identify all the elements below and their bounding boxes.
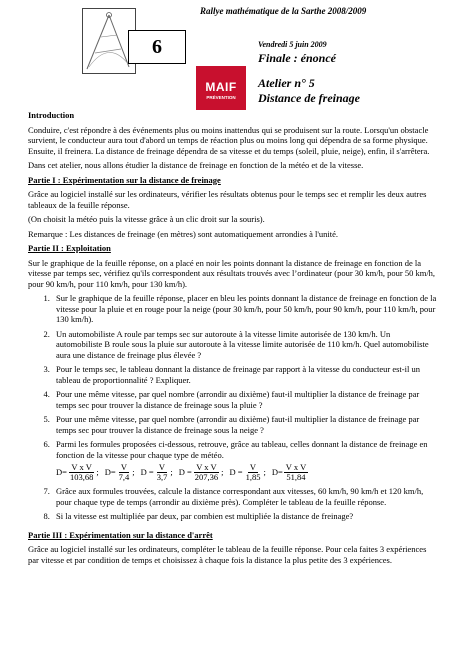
rallye-title: Rallye mathématique de la Sarthe 2008/2009	[200, 6, 367, 16]
maif-logo-sub: PRÉVENTION	[206, 95, 236, 100]
formula: D= $\frac{V}{7,4}$ ;	[104, 462, 135, 482]
question-item: 5. Pour une même vitesse, par quel nombre (arrondir au dixième) faut-il multiplier la distance de freinage par temps sec pour trouver la distance de freinage sous la neige ?	[52, 414, 438, 435]
maif-logo	[196, 66, 246, 110]
formula-list	[56, 463, 438, 482]
event-date: Vendredi 5 juin 2009	[258, 40, 327, 49]
formula: D = $\frac{V}{1,85}$ ;	[229, 462, 266, 482]
question-item: 7. Grâce aux formules trouvées, calcule la distance correspondant aux vitesses, 60 km/h, 90 km/h et 120 km/h, pour chaque type de temps (arrondir au dixième près). Compléter le tableau de la feuille réponse.	[52, 486, 438, 507]
formula: D = $\frac{\text{V x V}}{207,36}$ ;	[178, 462, 224, 482]
finale-title: Finale : énoncé	[258, 51, 336, 65]
question-item: 1. Sur le graphique de la feuille réponse, placer en bleu les points donnant la distance de freinage en fonction de la vitesse pour la pluie et en rouge pour la neige (pour 30 km/h, pour 50 km/h, pour 90 km/h, pour 110 km/h, pour 130 km/h).	[52, 293, 438, 325]
question-item: 2. Un automobiliste A roule par temps sec sur autoroute à la vitesse limite autorisée de 130 km/h. Un automobiliste B roule sous la pluie sur autoroute à la vitesse limite autorisée de 110 km/h. Quel automobiliste aura une distance de freinage plus élevée ?	[52, 329, 438, 361]
document-body	[28, 110, 438, 569]
part2-question-list	[28, 293, 438, 522]
question-item: 3. Pour le temps sec, le tableau donnant la distance de freinage par rapport à la vitesse du conducteur est-il un tableau de proportionnalité ? Expliquer.	[52, 364, 438, 385]
formula: D= $\frac{\text{V x V}}{103,68}$ ;	[56, 462, 99, 482]
maif-logo-name: MAIF	[205, 80, 237, 94]
distance-title: Distance de freinage	[258, 91, 360, 105]
part3-heading: Partie III : Expérimentation sur la distance d'arrêt	[28, 529, 213, 540]
intro-paragraph-1: Conduire, c'est répondre à des événements plus ou moins inattendus qui se produisent sur la route. Lorsqu'un obstacle survient, le conducteur aura tout d'abord un temps de réaction plus ou moins long qui dépendra de sa forme physique. Ensuite, il freinera. La distance de freinage dépendra de sa vitesse et du temps (soleil, pluie, neige), enfin, il s'arrêtera.	[28, 124, 430, 156]
workshop-number: 6	[152, 35, 162, 58]
formula: D = $\frac{V}{3,7}$ ;	[140, 462, 173, 482]
question-item: 6. Parmi les formules proposées ci-dessous, retrouve, grâce au tableau, celles donnant la distance de freinage en fonction de la vitesse pour chaque type de météo. D= $\frac{\text{V x V}}{103,68}$ ; D= $\frac{V}{7,4}$ ; D = $\frac{V}{3,7}$ ; D = $\frac{\text{V x V}}{207,36}$ ; D = $\frac{V}{1,85}$ ; D= $\frac{\text{V x V}}{51,84}$	[52, 439, 438, 482]
part1-paragraph-1: Grâce au logiciel installé sur les ordinateurs, vérifier les résultats obtenus pour le temps sec et remplir les deux autres tableaux de la feuille réponse.	[28, 189, 427, 210]
part2-intro: Sur le graphique de la feuille réponse, on a placé en noir les points donnant la distance de freinage en fonction de la vitesse par temps sec, vérifiez qu'ils correspondent aux résultats trouvés avec l’ordinateur (pour 30 km/h, pour 50 km/h, pour 90 km/h, pour 110 km/h, pour 130 km/h).	[28, 257, 436, 289]
question-item: 8. Si la vitesse est multipliée par deux, par combien est multipliée la distance de freinage?	[52, 511, 438, 522]
part3-paragraph: Grâce au logiciel installé sur les ordinateurs, compléter le tableau de la feuille réponse. Pour cela faites 3 expériences par vitesse et par condition de temps et choisissez à chaque fois la distance la plus petite des 3 expériences.	[28, 544, 427, 565]
formula: D= $\frac{\text{V x V}}{51,84}$	[271, 462, 307, 482]
intro-heading: Introduction	[28, 110, 75, 120]
part1-paragraph-3: Remarque : Les distances de freinage (en mètres) sont automatiquement arrondies à l'unité.	[28, 228, 339, 239]
part1-paragraph-2: (On choisit la météo puis la vitesse grâce à un clic droit sur la souris).	[28, 214, 265, 224]
question-item: 4. Pour une même vitesse, par quel nombre (arrondir au dixième) faut-il multiplier la distance de freinage par temps sec pour trouver la distance de freinage sous la pluie ?	[52, 389, 438, 410]
workshop-number-box	[128, 30, 186, 64]
intro-paragraph-2: Dans cet atelier, nous allons étudier la distance de freinage en fonction de la météo et de la vitesse.	[28, 160, 364, 170]
atelier-title: Atelier n° 5	[258, 76, 315, 90]
part1-heading: Partie I : Expérimentation sur la distance de freinage	[28, 174, 221, 185]
part2-heading: Partie II : Exploitation	[28, 243, 111, 253]
